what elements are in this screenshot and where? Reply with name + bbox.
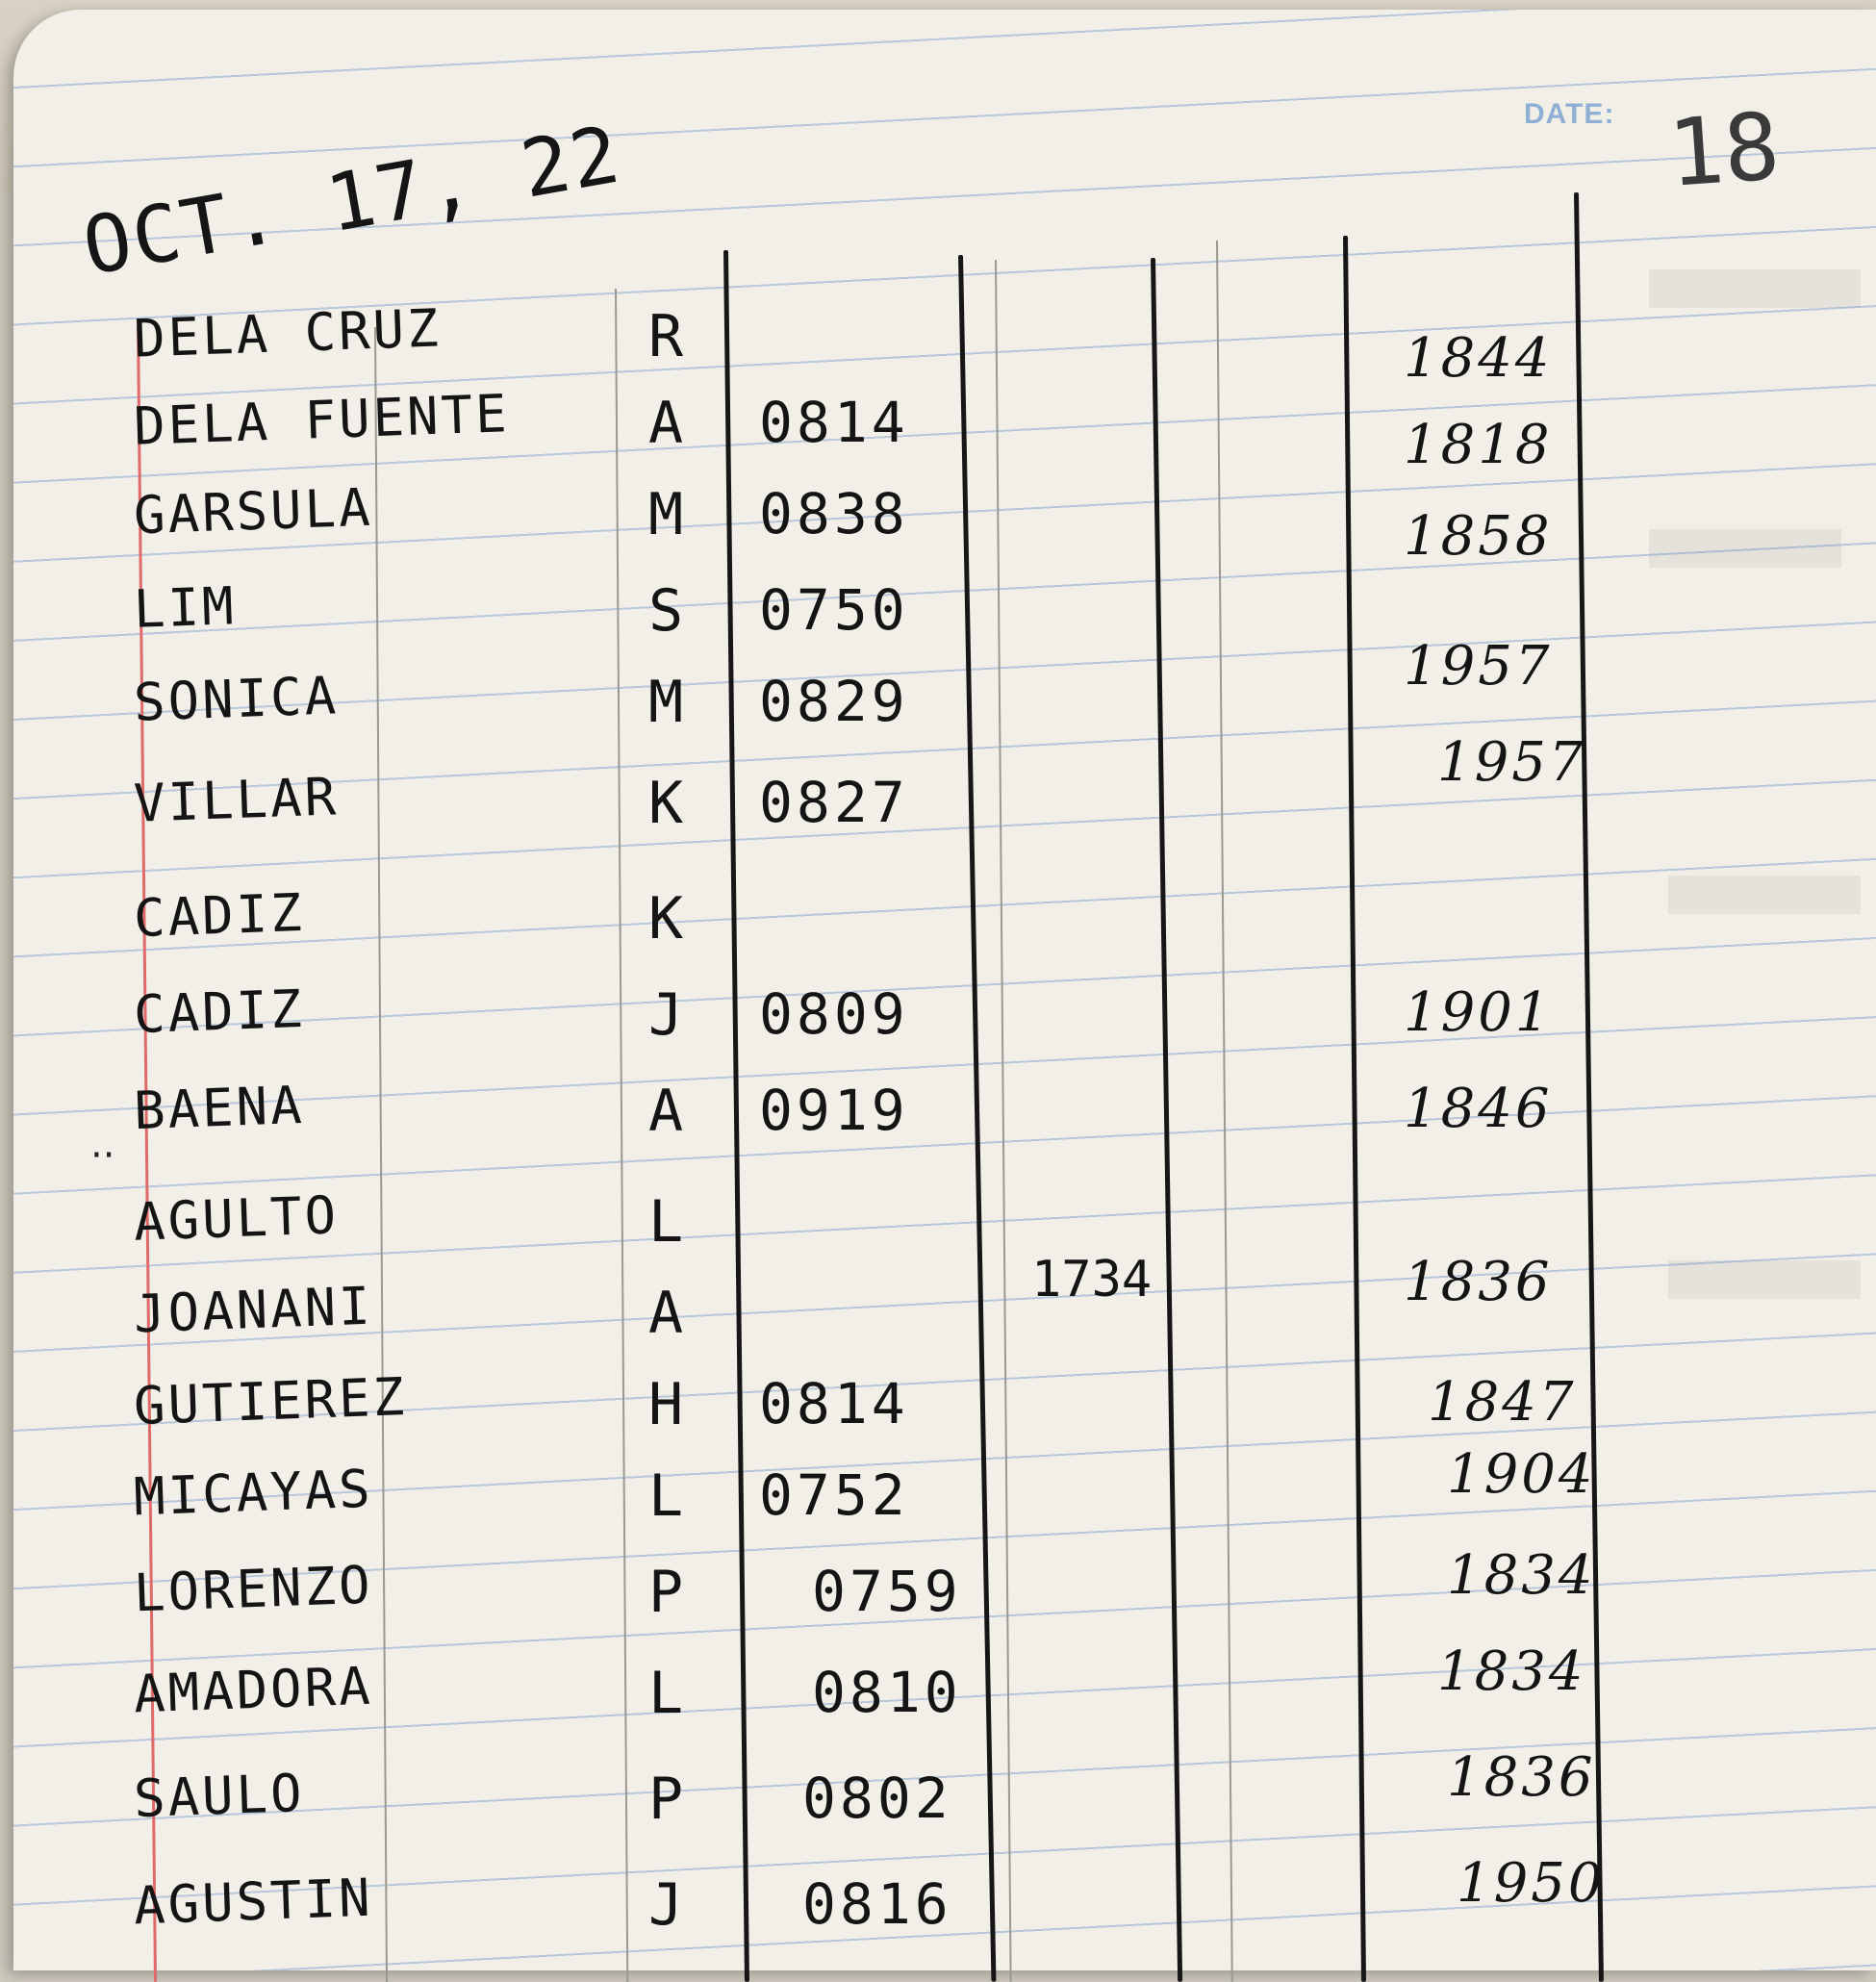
row-initial: P bbox=[648, 1559, 684, 1626]
log-row bbox=[13, 978, 1876, 1058]
row-time-out: 1950 bbox=[1457, 1852, 1606, 1915]
row-time-in: 0759 bbox=[812, 1559, 962, 1624]
row-time-out: 1957 bbox=[1404, 635, 1553, 698]
row-time-out: 1818 bbox=[1404, 414, 1553, 476]
row-initial: A bbox=[648, 1280, 684, 1347]
bleed-through-mark bbox=[1649, 269, 1861, 308]
handwritten-date: OCT. 17, 22 bbox=[76, 109, 628, 293]
row-initial: L bbox=[648, 1660, 684, 1727]
row-time-out: 1836 bbox=[1404, 1251, 1553, 1313]
log-row bbox=[13, 1746, 1876, 1842]
row-initial: L bbox=[648, 1462, 684, 1530]
row-name: MICAYAS bbox=[132, 1458, 374, 1528]
row-time-out: 1846 bbox=[1404, 1078, 1553, 1140]
row-name: GARSULA bbox=[132, 476, 374, 546]
row-name: DELA FUENTE bbox=[133, 383, 511, 457]
row-time-in: 0814 bbox=[759, 1371, 909, 1436]
row-name: BAENA bbox=[132, 1074, 306, 1142]
log-row bbox=[13, 881, 1876, 962]
row-time-in: 0827 bbox=[759, 770, 909, 835]
row-time-out: 1847 bbox=[1428, 1371, 1577, 1434]
row-time-in: 0838 bbox=[759, 481, 909, 546]
row-time-in: 0829 bbox=[759, 669, 909, 734]
row-name: LIM bbox=[132, 575, 238, 640]
log-row bbox=[13, 1184, 1876, 1265]
row-name: AGULTO bbox=[132, 1184, 341, 1253]
row-initial: R bbox=[648, 303, 684, 370]
row-initial: A bbox=[648, 390, 684, 457]
log-row bbox=[13, 476, 1876, 568]
row-time-out: 1957 bbox=[1437, 731, 1586, 794]
row-time-in: 0809 bbox=[759, 981, 909, 1047]
row-initial: S bbox=[648, 577, 684, 645]
row-name: AMADORA bbox=[132, 1655, 374, 1725]
row-name: SAULO bbox=[132, 1762, 306, 1830]
row-time-in: 0816 bbox=[802, 1871, 952, 1937]
row-name: CADIZ bbox=[132, 881, 306, 950]
log-row bbox=[13, 1366, 1876, 1448]
date-label: DATE: bbox=[1524, 98, 1615, 130]
row-name: CADIZ bbox=[132, 978, 306, 1046]
log-row bbox=[13, 1640, 1876, 1737]
row-time-out: 1834 bbox=[1437, 1640, 1586, 1703]
row-time-in: 0750 bbox=[759, 577, 909, 643]
log-row bbox=[13, 665, 1876, 794]
row-time-out: 1834 bbox=[1447, 1544, 1596, 1607]
row-time-out: 1904 bbox=[1447, 1443, 1596, 1506]
row-initial: A bbox=[648, 1078, 684, 1145]
log-row bbox=[13, 575, 1876, 698]
row-time-out: 1901 bbox=[1404, 981, 1553, 1044]
row-name: LORENZO bbox=[132, 1554, 374, 1624]
log-row bbox=[13, 1443, 1876, 1539]
date-value: 18 bbox=[1664, 92, 1784, 208]
row-time-out: 1858 bbox=[1404, 505, 1553, 568]
row-time-in: 0814 bbox=[759, 390, 909, 455]
row-initial: M bbox=[648, 481, 684, 548]
log-row bbox=[13, 1544, 1876, 1636]
log-row bbox=[13, 1074, 1876, 1155]
log-row bbox=[13, 1852, 1876, 1948]
margin-dots: ·· bbox=[90, 1133, 115, 1178]
row-initial: K bbox=[648, 885, 684, 953]
row-initial: P bbox=[648, 1766, 684, 1833]
row-initial: K bbox=[648, 770, 684, 837]
row-time-in: 0919 bbox=[759, 1078, 909, 1143]
log-row bbox=[13, 297, 1876, 390]
row-initial: L bbox=[648, 1188, 684, 1256]
row-time-in: 0802 bbox=[802, 1766, 952, 1831]
row-name: VILLAR bbox=[132, 766, 341, 834]
log-row bbox=[13, 1251, 1876, 1357]
row-time-out: 1836 bbox=[1447, 1746, 1596, 1809]
notebook-page bbox=[13, 10, 1876, 1970]
log-row bbox=[13, 383, 1876, 476]
row-name: AGUSTIN bbox=[132, 1867, 374, 1937]
row-initial: M bbox=[648, 669, 684, 736]
log-row bbox=[13, 766, 1876, 847]
row-initial: J bbox=[648, 1871, 684, 1939]
row-time-out: 1844 bbox=[1404, 327, 1553, 390]
row-name: GUTIEREZ bbox=[132, 1366, 409, 1436]
row-name: SONICA bbox=[132, 665, 341, 733]
row-initial: H bbox=[648, 1371, 684, 1438]
row-name: JOANANI bbox=[132, 1275, 374, 1345]
row-time-in: 0752 bbox=[759, 1462, 909, 1528]
row-extra: 1734 bbox=[1031, 1251, 1153, 1309]
row-time-in: 0810 bbox=[812, 1660, 962, 1725]
row-name: DELA CRUZ bbox=[132, 297, 443, 369]
row-initial: J bbox=[648, 981, 684, 1049]
